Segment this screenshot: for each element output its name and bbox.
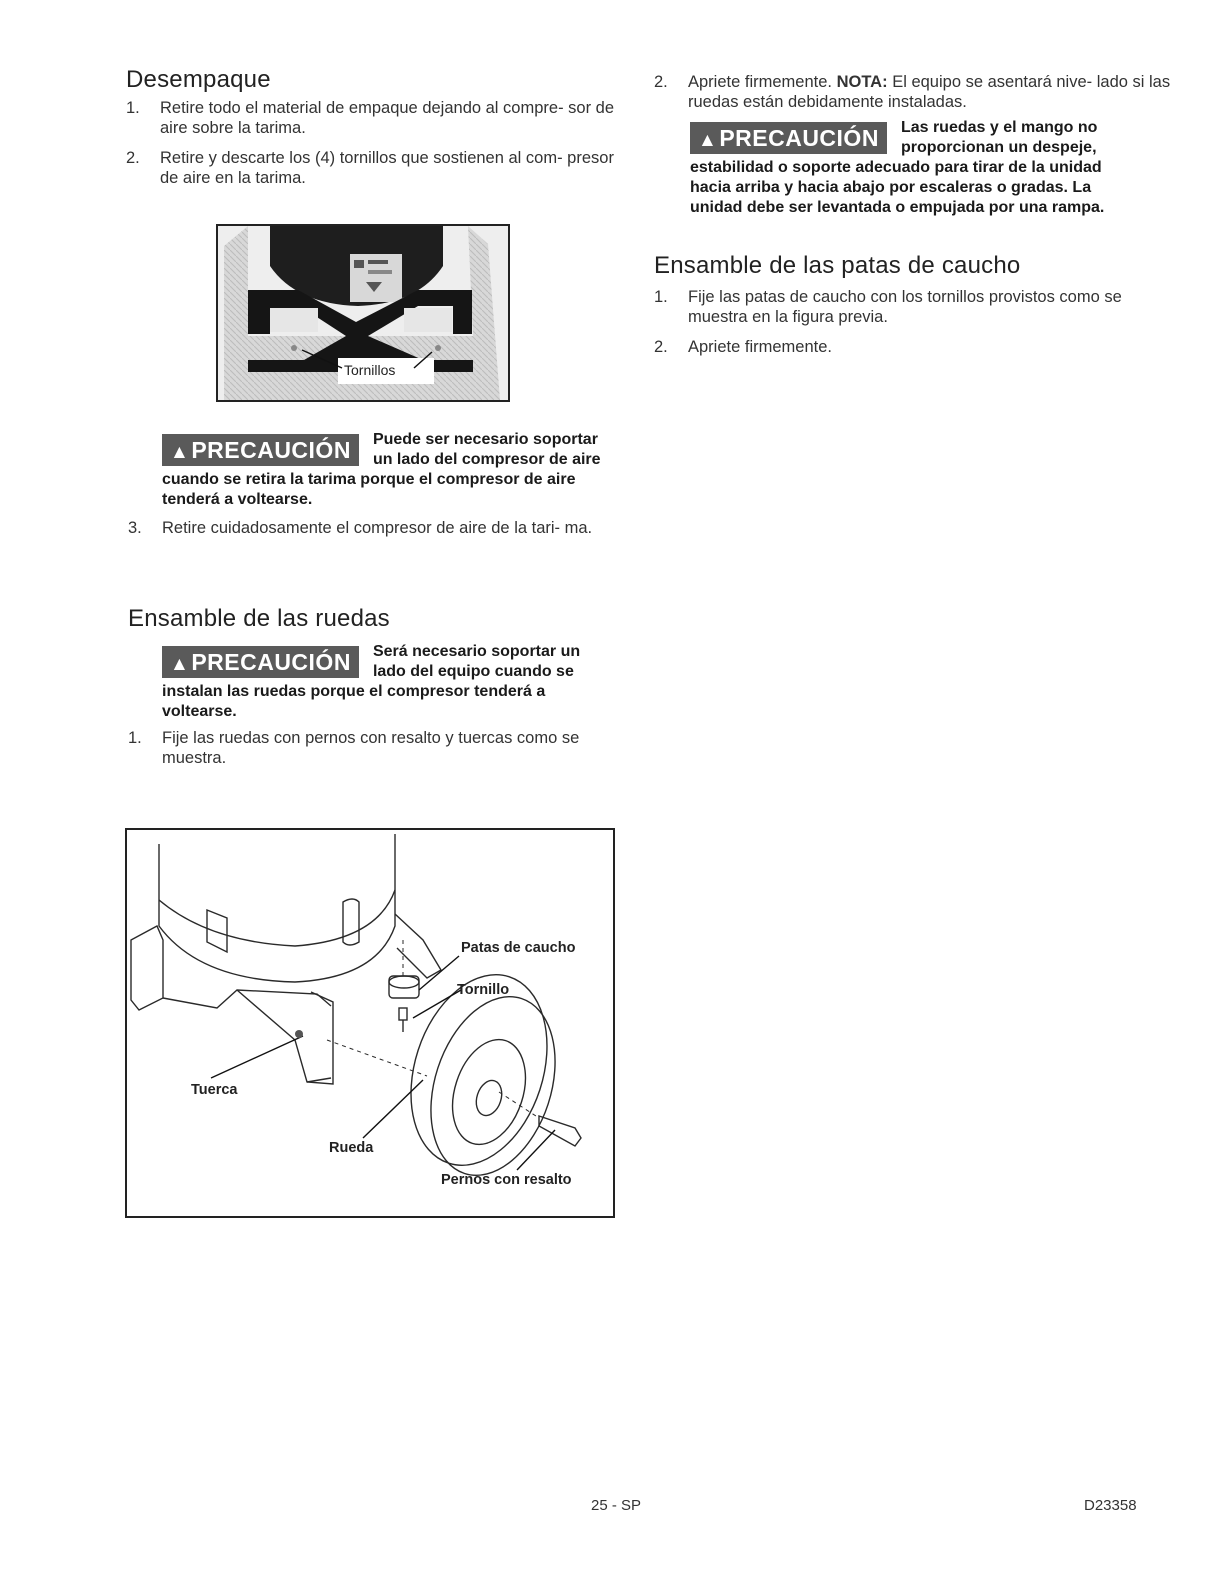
step-text: Retire y descarte los (4) tornillos que sostienen al com- presor de aire en la tarima. <box>160 149 614 187</box>
caution-badge: ▲PRECAUCIÓN <box>690 122 887 154</box>
desempaque-step-3: 3. Retire cuidadosamente el compresor de aire de la tari- ma. <box>128 519 593 537</box>
section-title-desempaque: Desempaque <box>126 66 271 93</box>
figure-label-tuerca: Tuerca <box>191 1082 238 1098</box>
step-text: Fije las patas de caucho con los tornillos provistos como se muestra en la figura previa. <box>688 288 1122 326</box>
figure-pallet-photo <box>216 224 510 402</box>
nota-label: NOTA: <box>836 73 888 91</box>
patas-steps <box>654 287 1124 367</box>
caution-block-tarima <box>162 430 614 510</box>
warning-triangle-icon: ▲ <box>170 654 190 675</box>
caution-badge: ▲PRECAUCIÓN <box>162 434 359 466</box>
figure-label-tornillo: Tornillo <box>457 982 510 998</box>
figure-label-pernos: Pernos con resalto <box>441 1172 572 1188</box>
caution-block-mango <box>690 118 1142 218</box>
step-text-post: El equipo se asentará nive- lado si las ruedas están debidamente instaladas. <box>688 73 1171 111</box>
caution-block-ruedas <box>162 642 614 722</box>
step-text: Retire todo el material de empaque dejando al compre- sor de aire sobre la tarima. <box>160 99 615 137</box>
caution-text: Las ruedas y el mango no proporcionan un despeje, estabilidad o soporte adecuado para tirar de la unidad hacia arriba y hacia abajo por escaleras o gradas. La unidad debe ser levantada o empujada por una rampa. <box>690 119 1105 216</box>
left-column <box>128 66 614 198</box>
step-text: Apriete firmemente. <box>688 338 832 356</box>
step-text: Retire cuidadosamente el compresor de aire de la tari- ma. <box>162 519 593 537</box>
warning-triangle-icon: ▲ <box>698 130 718 151</box>
step-text-pre: Apriete firmemente. <box>688 73 832 91</box>
list-item: 1. Fije las patas de caucho con los tornillos provistos como se muestra en la figura previa. <box>654 288 1122 326</box>
section-title-ruedas: Ensamble de las ruedas <box>128 605 390 632</box>
wheel-assembly-illustration <box>127 830 613 1216</box>
caution-text: Será necesario soportar un lado del equipo cuando se instalan las ruedas porque el compresor tenderá a voltearse. <box>162 643 581 720</box>
right-step-2: 2. Apriete firmemente. NOTA: El equipo se asentará nive- lado si las ruedas están debidamente instaladas. <box>654 73 1171 111</box>
list-item: 2. Apriete firmemente. <box>654 338 832 356</box>
figure-label-rueda: Rueda <box>329 1140 374 1156</box>
ruedas-step-1: 1. Fije las ruedas con pernos con resalto y tuercas como se muestra. <box>128 729 580 767</box>
list-item: 1. Retire todo el material de empaque dejando al compre- sor de aire sobre la tarima. <box>126 99 615 137</box>
page-number: 25 - SP <box>591 1497 642 1514</box>
caution-text: Puede ser necesario soportar un lado del compresor de aire cuando se retira la tarima porque el compresor de aire tenderá a voltearse. <box>162 431 601 508</box>
caution-badge: ▲PRECAUCIÓN <box>162 646 359 678</box>
desempaque-steps <box>128 98 614 188</box>
figure-label-patas: Patas de caucho <box>461 940 576 956</box>
warning-triangle-icon: ▲ <box>170 442 190 463</box>
section-title-patas: Ensamble de las patas de caucho <box>654 252 1021 279</box>
figure-label-tornillos: Tornillos <box>344 362 396 378</box>
document-code: D23358 <box>1084 1497 1137 1514</box>
figure-wheel-assembly <box>125 828 615 1218</box>
list-item: 2. Retire y descarte los (4) tornillos que sostienen al com- presor de aire en la tarima. <box>126 149 614 187</box>
step-text: Fije las ruedas con pernos con resalto y tuercas como se muestra. <box>162 729 580 767</box>
